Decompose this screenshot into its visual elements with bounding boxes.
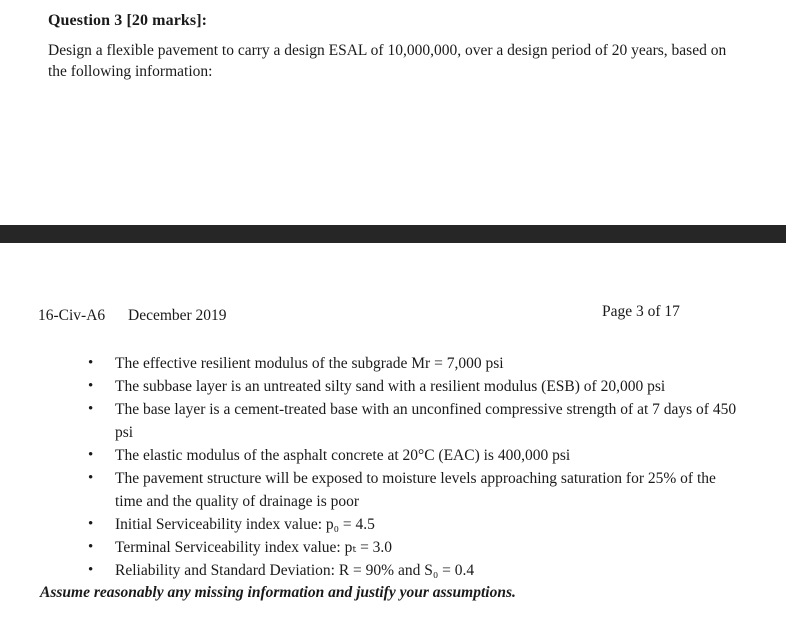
question-intro: Design a flexible pavement to carry a design ESAL of 10,000,000, over a design period of 20 years, based on the following information:: [48, 42, 727, 80]
page-number: Page 3 of 17: [602, 303, 680, 320]
bullet-item: [0, 352, 740, 375]
bullet-dot: •: [88, 562, 94, 578]
bullet-item: [0, 513, 740, 536]
bullet-item: [0, 467, 740, 513]
bullet-text: The subbase layer is an untreated silty sand with a resilient modulus (ESB) of 20,000 psi: [115, 378, 666, 395]
info-bullet-list: [0, 352, 786, 582]
bullet-item: [0, 559, 740, 582]
bullet-item: [0, 375, 740, 398]
bullet-text: The effective resilient modulus of the subgrade Mr = 7,000 psi: [115, 355, 504, 372]
question-title: Question 3 [20 marks]:: [48, 12, 208, 29]
bullet-dot: •: [88, 516, 94, 532]
exam-date: December 2019: [128, 307, 227, 324]
bullet-text: Terminal Serviceability index value: pₜ = 3.0: [115, 539, 393, 556]
bullet-dot: •: [88, 539, 94, 555]
bullet-dot: •: [88, 355, 94, 371]
page-divider-bar: [0, 225, 786, 243]
bullet-text: The elastic modulus of the asphalt concrete at 20°C (EAC) is 400,000 psi: [115, 447, 571, 464]
bullet-item: [0, 536, 740, 559]
bullet-text: The pavement structure will be exposed to moisture levels approaching saturation for 25% of the time and the quality of drainage is poor: [115, 470, 716, 510]
bullet-item: [0, 444, 740, 467]
bullet-dot: •: [88, 378, 94, 394]
bullet-item: [0, 398, 740, 444]
bullet-text: Initial Serviceability index value: p₀ = 4.5: [115, 516, 375, 533]
bullet-dot: •: [88, 401, 94, 417]
bullet-dot: •: [88, 470, 94, 486]
bullet-text: Reliability and Standard Deviation: R = 90% and S₀ = 0.4: [115, 562, 475, 579]
bullet-dot: •: [88, 447, 94, 463]
bullet-text: The base layer is a cement-treated base with an unconfined compressive strength of at 7 days of 450 psi: [115, 401, 737, 441]
course-code: 16-Civ-A6: [38, 307, 106, 324]
assumption-note: Assume reasonably any missing information and justify your assumptions.: [40, 584, 516, 601]
